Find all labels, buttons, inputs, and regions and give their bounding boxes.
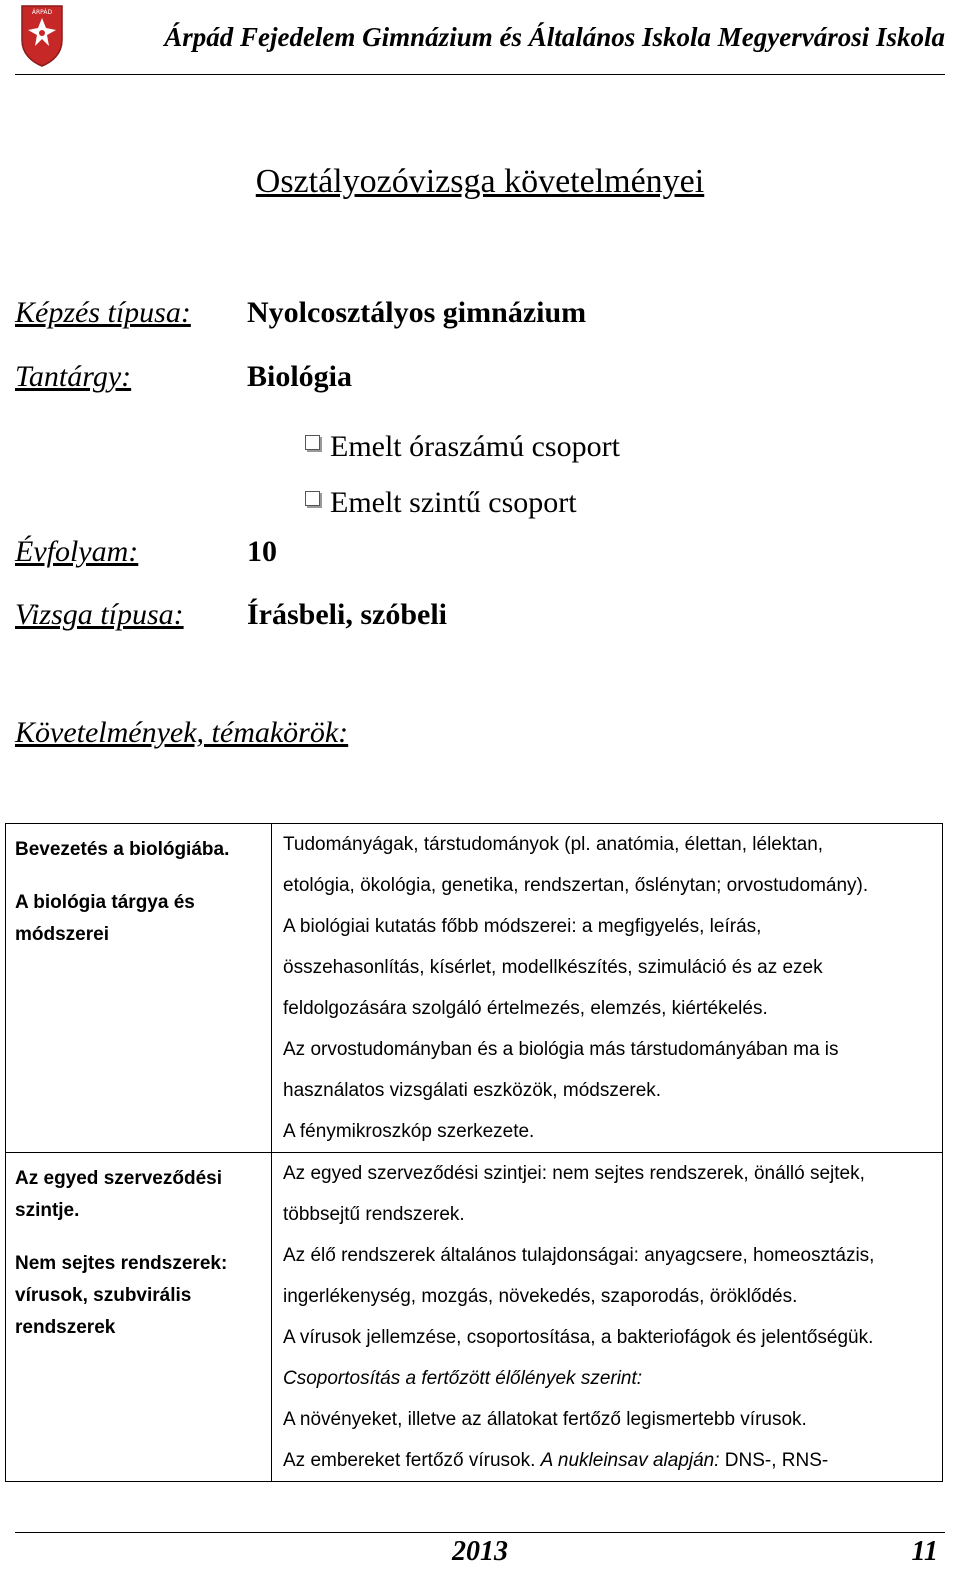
content-line: használatos vizsgálati eszközök, módszerek. [283, 1080, 662, 1101]
topic-heading: Az egyed szerveződési szintje. [15, 1168, 222, 1221]
content-line: Az élő rendszerek általános tulajdonságai: anyagcsere, homeosztázis, [283, 1245, 875, 1266]
content-line: Az egyed szerveződési szintjei: nem sejtes rendszerek, önálló sejtek, [283, 1163, 865, 1184]
page-number: 11 [911, 1536, 938, 1567]
content-line: etológia, ökológia, genetika, rendszertan, őslénytan; orvostudomány). [283, 875, 869, 896]
content-text: DNS-, RNS- [719, 1450, 829, 1471]
topic-heading: Bevezetés a biológiába. [15, 839, 230, 860]
topic-subheading: Nem sejtes rendszerek: vírusok, szubvirális rendszerek [15, 1253, 228, 1338]
content-line: A vírusok jellemzése, csoportosítása, a bakteriofágok és jelentőségük. [283, 1327, 874, 1348]
table-row [6, 824, 943, 1153]
svg-text:ÁRPÁD: ÁRPÁD [31, 9, 53, 16]
content-line: A növényeket, illetve az állatokat fertőző legismertebb vírusok. [283, 1409, 807, 1430]
subject-label: Tantárgy: [15, 360, 132, 393]
content-line: összehasonlítás, kísérlet, modellkészítés, szimuláció és az ezek [283, 957, 823, 978]
checkbox-icon[interactable] [305, 491, 320, 506]
content-line [283, 1440, 942, 1481]
content-line: többsejtű rendszerek. [283, 1204, 465, 1225]
grade-label: Évfolyam: [15, 535, 139, 568]
content-line: A fénymikroszkóp szerkezete. [283, 1121, 535, 1142]
content-cell [272, 1153, 943, 1482]
training-type-value: Nyolcosztályos gimnázium [247, 296, 587, 329]
requirements-table [5, 823, 943, 1482]
requirements-title: Követelmények, témakörök: [15, 716, 349, 749]
topic-cell [6, 824, 272, 1153]
content-line [283, 1358, 942, 1399]
content-cell [272, 824, 943, 1153]
content-line: feldolgozására szolgáló értelmezés, elemzés, kiértékelés. [283, 998, 768, 1019]
content-line: Tudományágak, társtudományok (pl. anatómia, élettan, lélektan, [283, 834, 824, 855]
grade-value: 10 [247, 535, 277, 568]
table-row [6, 1153, 943, 1482]
subject-value: Biológia [247, 360, 353, 393]
document-title: Osztályozóvizsga követelményei [255, 163, 705, 200]
footer-year: 2013 [452, 1536, 508, 1567]
content-line: A biológiai kutatás főbb módszerei: a megfigyelés, leírás, [283, 916, 762, 937]
school-logo [18, 4, 66, 68]
page-header [15, 0, 945, 75]
content-line-italic: Csoportosítás a fertőzött élőlények szerint: [283, 1368, 643, 1389]
option-advanced-hours-label: Emelt óraszámú csoport [330, 430, 620, 463]
option-advanced-level-label: Emelt szintű csoport [330, 486, 577, 519]
option-advanced-level[interactable] [305, 486, 577, 520]
content-line: ingerlékenység, mozgás, növekedés, szaporodás, öröklődés. [283, 1286, 798, 1307]
training-type-label: Képzés típusa: [15, 296, 191, 329]
topic-subheading: A biológia tárgya és módszerei [15, 892, 195, 945]
school-name: Árpád Fejedelem Gimnázium és Általános Iskola Megyervárosi Iskola [164, 22, 945, 52]
exam-type-value: Írásbeli, szóbeli [247, 598, 447, 631]
checkbox-icon[interactable] [305, 435, 320, 450]
content-line: Az orvostudományban és a biológia más társtudományában ma is [283, 1039, 839, 1060]
content-text-italic: A nukleinsav alapján: [540, 1450, 720, 1471]
topic-cell [6, 1153, 272, 1482]
exam-type-label: Vizsga típusa: [15, 598, 184, 631]
content-text: Az embereket fertőző vírusok. [283, 1450, 541, 1471]
footer-divider [15, 1532, 945, 1533]
option-advanced-hours[interactable] [305, 430, 620, 464]
